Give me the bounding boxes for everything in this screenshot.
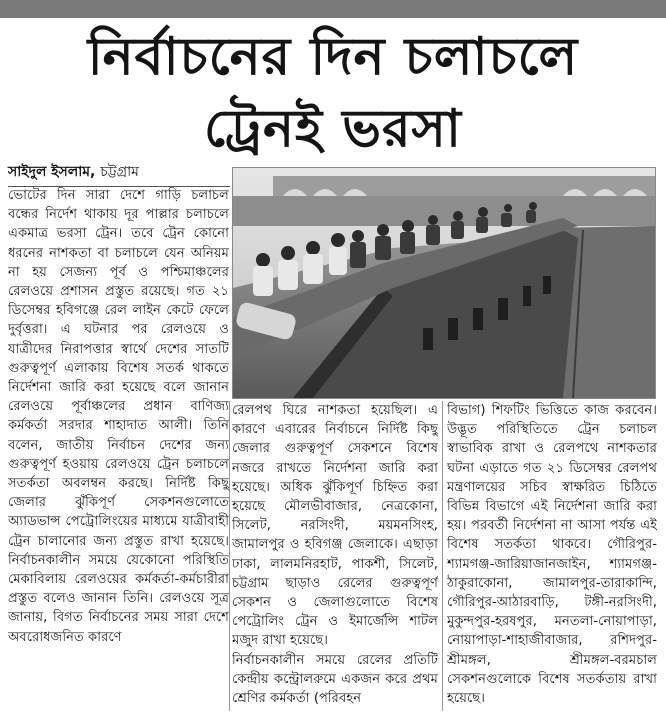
train-photo-illustration — [233, 168, 655, 398]
article-paragraph: বিভাগ) শিফটিং ভিত্তিতে কাজ করবেন। উদ্ভূত পরিস্থিতিতে ট্রেন চলাচল স্বাভাবিক রাখা ও রেলপথে নাশকতার ঘটনা এড়াতে গত ২১ ডিসেম্বর রেলপথ মন্ত্রণালয়ের সচিব স্বাক্ষরিত চিঠিতে বিভিন্ন বিভাগে এই নির্দেশনা জারি করা হয়। পরবর্তী নির্দেশনা না আসা পর্যন্ত এই বিশেষ সতর্কতা থাকবে। গৌরিপুর-শ্যামগঞ্জ-জারিয়াজানজাইন, শ্যামগঞ্জ-ঠাকুরাকোনা, জামালপুর-তারাকান্দি, গৌরিপুর-আঠারবাড়ি, টঙ্গী-নরসিংদী, মুকুন্দপুর-হরষপুর, মনতলা-নোয়াপাড়া, নোয়াপাড়া-শাহাজীবাজার, রশিদপুর-শ্রীমঙ্গল, শ্রীমঙ্গল-বরমচাল সেকশনগুলোকে বিশেষ সতর্কতায় রাখা হয়েছে। — [447, 403, 657, 707]
byline-author: সাইদুল ইসলাম, — [8, 164, 96, 180]
column-divider — [229, 401, 230, 711]
article-column-3 — [447, 401, 657, 714]
article-paragraph: নির্বাচনকালীন সময়ে রেলের প্রতিটি কেন্দ্রীয় কন্ট্রোলরুমে একজন করে প্রথম শ্রেণির কর্মকর্তা (পরিবহন — [232, 652, 438, 707]
news-photo — [232, 167, 656, 399]
headline-line-2: ট্রেনই ভরসা — [204, 99, 462, 159]
article-column-2 — [232, 401, 438, 714]
headline-line-1: নির্বাচনের দিন চলাচলে — [87, 27, 579, 87]
byline — [8, 160, 230, 187]
article-column-1 — [8, 186, 229, 714]
page-top-bar — [0, 0, 666, 18]
column-divider — [442, 401, 443, 711]
article-paragraph: ভোটের দিন সারা দেশে গাড়ি চলাচল বন্ধের নির্দেশ থাকায় দূর পাল্লার চলাচলে একমাত্র ভরসা ট্রেন। তবে ট্রেন কোনো ধরনের নাশকতা বা চলাচলে যেন অনিয়ম না হয় সেজন্য পূর্ব ও পশ্চিমাঞ্চলের রেলওয়ে প্রশাসন প্রস্তুত রয়েছে। গত ২১ ডিসেম্বর হবিগঞ্জে রেল লাইন কেটে ফেলে দুর্বৃত্তরা। এ ঘটনার পর রেলওয়ে ও যাত্রীদের নিরাপত্তার স্বার্থে দেশের সাতটি গুরুত্বপূর্ণ এলাকায় বিশেষ সতর্ক থাকতে নির্দেশনা জারি করা হয়েছে বলে জানান রেলওয়ে পূর্বাঞ্চলের প্রধান বাণিজ্য কর্মকর্তা সরদার শাহাদাত আলী। তিনি বলেন, জাতীয় নির্বাচন দেশের জন্য গুরুত্বপূর্ণ হওয়ায় রেলওয়ে ট্রেন চলাচলে সতর্কতা অবলম্বন করছে। নির্দিষ্ট কিছু জেলার ঝুঁকিপূর্ণ সেকশনগুলোতে অ্যাডভান্স পেট্রোলিংয়ের মাধ্যমে যাত্রীবাহী ট্রেন চালানোর জন্য প্রস্তুত রাখা হয়েছে। নির্বাচনকালীন সময়ে যেকোনো পরিস্থিতি মেকাবিলায় রেলওয়ের কর্মকর্তা-কর্মচারীরা প্রস্তুত বলেও জানান তিনি। রেলওয়ে সূত্র জানায়, বিগত নির্বাচনের সময় সারা দেশে অবরোধজনিত কারণে — [8, 188, 229, 645]
article-paragraph: রেলপথ ঘিরে নাশকতা হয়েছিল। এ কারণে এবারের নির্বাচনে নির্দিষ্ট কিছু জেলার গুরুত্বপূর্ণ সেকশনে বিশেষ নজরে রাখতে নির্দেশনা জারি করা হয়েছে। অধিক ঝুঁকিপূর্ণ চিহ্নিত করা হয়েছে মৌলভীবাজার, নেত্রকোনা, সিলেট, নরসিংদী, ময়মনসিংহ, জামালপুর ও হবিগঞ্জ জেলাকে। এছাড়া ঢাকা, লালমনিরহাট, পাকশী, সিলেট, চট্টগ্রাম ছাড়াও রেলের গুরুত্বপূর্ণ সেকশন ও জেলাগুলোতে বিশেষ পেট্রোলিং ট্রেন ও ইমার্জেন্সি শাটল মজুদ রাখা হয়েছে। — [232, 403, 438, 649]
byline-location: চট্টগ্রাম — [100, 164, 139, 180]
